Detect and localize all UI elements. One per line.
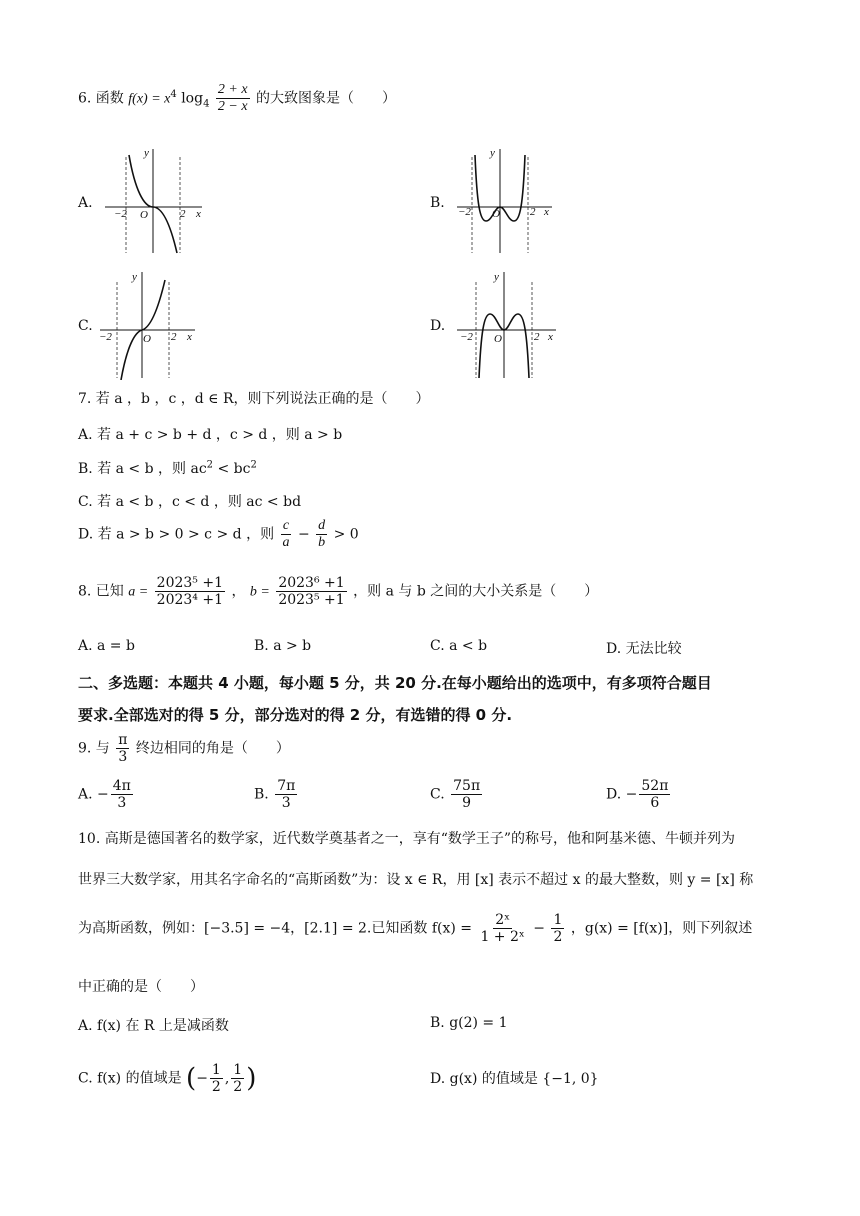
q8-option-c[interactable]: C. a < b (430, 638, 488, 654)
graph-d-pos2: 2 (534, 331, 540, 343)
graph-d-icon[interactable] (452, 268, 562, 380)
graph-a-pos2: 2 (180, 208, 186, 220)
q9-option-a[interactable]: A. − $\frac{4\pi}{3}$ (78, 778, 131, 812)
graph-c-x: x (187, 331, 192, 343)
graph-a-x: x (196, 208, 201, 220)
q10-option-b[interactable]: B. g(2) = 1 (430, 1015, 508, 1031)
graph-b-icon[interactable] (452, 145, 562, 255)
q8-stem: 8. 已知 a = $\frac{\text{2023⁵ +1}}{\text{2023⁴ +1}}$ ， b = $\frac{\text{2023⁶ +1}}{\text{2023⁵ +1}}$ ，则 a 与 b 之间的大小关系是（ ） (78, 575, 599, 609)
graph-c-o: O (143, 333, 151, 345)
graph-b-o: O (492, 208, 500, 220)
graph-d-neg2: −2 (460, 331, 473, 343)
q10-line1: 10. 高斯是德国著名的数学家，近代数学奠基者之一，享有“数学王子”的称号，他和阿基米德、牛顿并列为 (78, 831, 736, 847)
q10-line4: 中正确的是（ ） (78, 979, 204, 995)
graph-a-icon[interactable] (100, 145, 210, 255)
q7-option-a[interactable]: A. 若 a + c > b + d ，c > d ，则 a > b (78, 427, 343, 443)
q6-option-d-label[interactable]: D. (430, 318, 446, 334)
q9-stem: 9. 与 $\frac{\pi}{3}$ 终边相同的角是（ ） (78, 732, 290, 766)
graph-c-icon[interactable] (95, 268, 205, 380)
graph-c-y: y (132, 271, 137, 283)
q6-stem: 6. 函数 $f(x) = x^4$ $\log_4$ $\frac{2 + x}{2 - x}$ 的大致图象是（ ） (78, 82, 397, 115)
graph-c-pos2: 2 (171, 331, 177, 343)
q7-option-c[interactable]: C. 若 a < b ，c < d ，则 ac < bd (78, 494, 302, 510)
q8-option-b[interactable]: B. a > b (254, 638, 312, 654)
q7-option-d[interactable]: D. 若 a > b > 0 > c > d ，则 $\frac{c}{a}$ − $\frac{d}{b}$ > 0 (78, 518, 359, 551)
q10-option-d[interactable]: D. g(x) 的值域是 {−1, 0} (430, 1071, 599, 1087)
q8-option-a[interactable]: A. a = b (78, 638, 135, 654)
graph-a-o: O (140, 209, 148, 221)
q10-line3: 为高斯函数，例如：[−3.5] = −4，[2.1] = 2.已知函数 f(x) = $\frac{\text{2ˣ}}{\text{1 + 2ˣ}}$ − $\frac{1}{2}$ ，g(x) = [f(x)]，则下列叙述 (78, 912, 753, 946)
q6-option-c-label[interactable]: C. (78, 318, 93, 334)
graph-d-x: x (548, 331, 553, 343)
graph-a-neg2: −2 (114, 208, 127, 220)
graph-d-y: y (494, 271, 499, 283)
q10-option-c[interactable]: C. f(x) 的值域是 (− $\frac{1}{2}$ , $\frac{1}{2}$ ) (78, 1062, 257, 1096)
q7-stem: 7. 若 a ，b ，c ，d ∈ R，则下列说法正确的是（ ） (78, 391, 430, 407)
q6-fraction: $\frac{2 + x}{2 - x}$ (217, 82, 248, 115)
graph-d-o: O (494, 333, 502, 345)
q9-option-b[interactable]: B. $\frac{7\pi}{3}$ (254, 778, 296, 812)
graph-b-y: y (490, 147, 495, 159)
q10-option-a[interactable]: A. f(x) 在 R 上是减函数 (78, 1018, 229, 1034)
q6-option-b-label[interactable]: B. (430, 195, 445, 211)
q9-option-d[interactable]: D. − $\frac{52\pi}{6}$ (606, 778, 669, 812)
q10-line2: 世界三大数学家，用其名字命名的“高斯函数”为：设 x ∈ R，用 [x] 表示不超过 x 的最大整数，则 y = [x] 称 (78, 872, 754, 888)
q6-option-a-label[interactable]: A. (78, 195, 93, 211)
graph-b-pos2: 2 (530, 206, 536, 218)
graph-c-neg2: −2 (99, 331, 112, 343)
q7-option-b[interactable]: B. 若 a < b ，则 $ac^2 < bc^2$ (78, 459, 257, 477)
q8-option-d[interactable]: D. 无法比较 (606, 641, 682, 657)
section2-line2: 要求.全部选对的得 5 分，部分选对的得 2 分，有选错的得 0 分. (78, 706, 513, 724)
graph-b-x: x (544, 206, 549, 218)
graph-b-neg2: −2 (458, 206, 471, 218)
q9-option-c[interactable]: C. $\frac{75\pi}{9}$ (430, 778, 481, 812)
section2-line1: 二、多选题：本题共 4 小题，每小题 5 分，共 20 分.在每小题给出的选项中，有多项符合题目 (78, 674, 712, 692)
graph-a-y: y (144, 147, 149, 159)
